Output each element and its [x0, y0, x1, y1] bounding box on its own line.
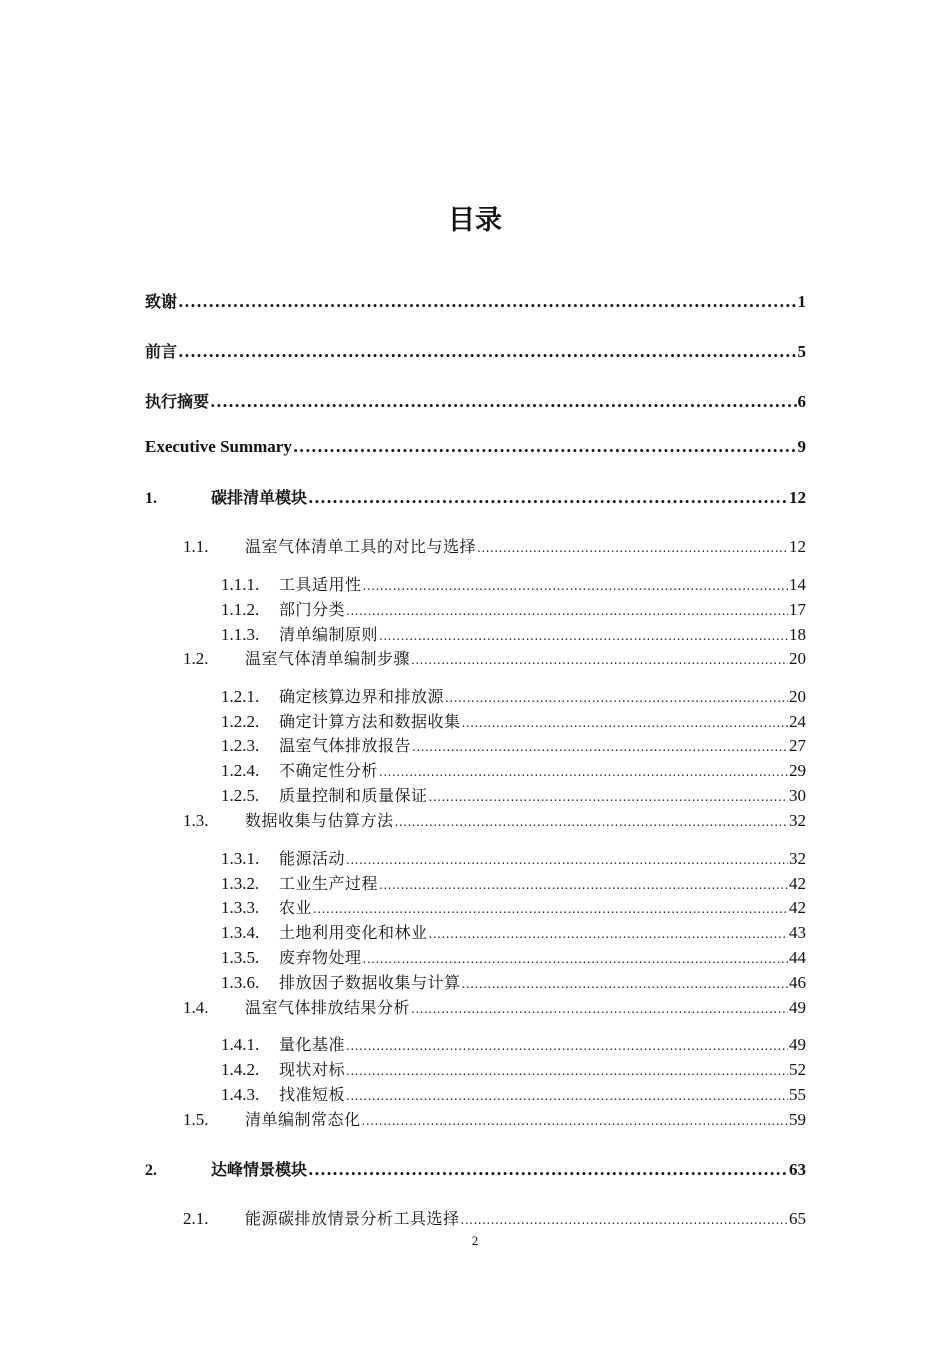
toc-entry-page: 12 [789, 488, 806, 507]
toc-entry-page: 46 [789, 973, 806, 992]
toc-entry-label: 量化基准 [279, 1035, 346, 1054]
toc-entry[interactable] [221, 846, 806, 869]
toc-entry[interactable] [221, 622, 806, 645]
toc-leader-dots [461, 1209, 788, 1228]
toc-entry-page: 55 [789, 1085, 806, 1104]
toc-entry-number: 1.1.1. [221, 575, 260, 594]
toc-leader-dots [363, 575, 788, 594]
toc-leader-dots [346, 1085, 788, 1104]
toc-entry-label: 温室气体排放结果分析 [245, 998, 411, 1017]
toc-entry-label: 不确定性分析 [279, 761, 379, 780]
toc-leader-dots [293, 437, 797, 456]
toc-leader-dots [346, 849, 788, 868]
toc-leader-dots [178, 292, 796, 311]
toc-leader-dots [445, 687, 788, 706]
toc-entry[interactable] [183, 1107, 806, 1130]
toc-entry[interactable] [221, 871, 806, 894]
toc-leader-dots [346, 1060, 788, 1079]
toc-entry-page: 1 [797, 292, 806, 311]
toc-entry-number: 1.2.3. [221, 736, 260, 755]
toc-leader-dots [477, 537, 788, 556]
toc-entry-page: 32 [789, 811, 806, 830]
toc-entry[interactable] [221, 709, 806, 732]
toc-entry-label: 能源碳排放情景分析工具选择 [245, 1209, 460, 1228]
toc-entry-page: 65 [789, 1209, 806, 1228]
toc-entry-number: 1.3.4. [221, 923, 260, 942]
toc-entry[interactable] [221, 945, 806, 968]
toc-entry[interactable] [183, 1206, 806, 1229]
toc-entry-page: 49 [789, 1035, 806, 1054]
toc-entry-label: 确定计算方法和数据收集 [279, 712, 461, 731]
toc-entry-number: 1.1.2. [221, 600, 260, 619]
toc-entry-page: 9 [797, 437, 806, 456]
toc-entry-label: 达峰情景模块 [211, 1160, 308, 1179]
toc-entry[interactable] [183, 646, 806, 669]
toc-entry-page: 5 [797, 342, 806, 361]
toc-entry[interactable] [183, 808, 806, 831]
toc-leader-dots [462, 712, 788, 731]
toc-entry-label: 找准短板 [279, 1085, 346, 1104]
toc-entry-label: 能源活动 [279, 849, 346, 868]
toc-entry-number: 1.3.5. [221, 948, 260, 967]
toc-entry-number: 1.4.2. [221, 1060, 260, 1079]
toc-leader-dots [395, 811, 788, 830]
toc-entry[interactable] [145, 289, 806, 312]
toc-leader-dots [363, 948, 788, 967]
toc-entry-label: 农业 [279, 898, 313, 917]
toc-entry-label: 碳排清单模块 [211, 488, 308, 507]
toc-entry[interactable] [221, 920, 806, 943]
toc-entry-label: 清单编制原则 [279, 625, 379, 644]
toc-entry[interactable] [221, 733, 806, 756]
toc-entry-label: 清单编制常态化 [245, 1110, 361, 1129]
toc-entry-page: 6 [797, 392, 806, 411]
toc-entry-label: 温室气体清单编制步骤 [245, 649, 411, 668]
toc-entry-label: 质量控制和质量保证 [279, 786, 428, 805]
toc-entry-number: 1.5. [183, 1110, 209, 1129]
toc-leader-dots [412, 736, 788, 755]
toc-entry-number: 1.3.1. [221, 849, 260, 868]
toc-entry[interactable] [221, 1082, 806, 1105]
toc-entry-label: 土地利用变化和林业 [279, 923, 428, 942]
toc-leader-dots [313, 898, 788, 917]
toc-entry[interactable] [145, 485, 806, 508]
toc-entry[interactable] [183, 995, 806, 1018]
toc-entry-label: 致谢 [145, 292, 178, 311]
toc-entry-page: 14 [789, 575, 806, 594]
toc-entry-label: 前言 [145, 342, 178, 361]
toc-entry[interactable] [221, 1032, 806, 1055]
toc-entry-number: 1.3.6. [221, 973, 260, 992]
toc-entry[interactable] [145, 437, 806, 457]
toc-entry-label: 现状对标 [279, 1060, 346, 1079]
toc-entry-number: 1.3.2. [221, 874, 260, 893]
toc-entry[interactable] [221, 970, 806, 993]
toc-entry[interactable] [221, 572, 806, 595]
toc-leader-dots [178, 342, 796, 361]
toc-entry[interactable] [221, 1057, 806, 1080]
toc-title: 目录 [448, 205, 502, 236]
toc-leader-dots [346, 1035, 788, 1054]
toc-leader-dots [308, 488, 788, 507]
toc-entry-label: 数据收集与估算方法 [245, 811, 394, 830]
toc-entry-page: 43 [789, 923, 806, 942]
toc-entry-page: 42 [789, 898, 806, 917]
toc-entry-page: 17 [789, 600, 806, 619]
toc-entry[interactable] [145, 1157, 806, 1180]
toc-entry-page: 42 [789, 874, 806, 893]
toc-entry-number: 2. [145, 1162, 157, 1179]
toc-entry-label: 确定核算边界和排放源 [279, 687, 445, 706]
toc-entry-page: 24 [789, 712, 806, 731]
toc-leader-dots [462, 973, 788, 992]
toc-entry-page: 18 [789, 625, 806, 644]
toc-leader-dots [362, 1110, 788, 1129]
toc-leader-dots [308, 1160, 788, 1179]
toc-entry-number: 1.2.4. [221, 761, 260, 780]
toc-entry-number: 1.3. [183, 811, 209, 830]
toc-entry-label: 部门分类 [279, 600, 346, 619]
toc-entry[interactable] [145, 339, 806, 362]
toc-entry-page: 52 [789, 1060, 806, 1079]
toc-entry-page: 12 [789, 537, 806, 556]
toc-leader-dots [411, 649, 788, 668]
toc-entry-number: 2.1. [183, 1209, 209, 1228]
toc-entry-label: 执行摘要 [145, 392, 210, 411]
toc-leader-dots [429, 923, 788, 942]
toc-entry-number: 1.1. [183, 537, 209, 556]
toc-entry-number: 1.1.3. [221, 625, 260, 644]
toc-entry[interactable] [183, 534, 806, 557]
toc-entry-number: 1.2. [183, 649, 209, 668]
toc-entry-number: 1.3.3. [221, 898, 260, 917]
toc-entry-label: 温室气体清单工具的对比与选择 [245, 537, 477, 556]
toc-leader-dots [379, 625, 788, 644]
toc-entry-label: Executive Summary [145, 437, 292, 456]
page-number: 2 [471, 1233, 479, 1248]
toc-entry-number: 1.2.1. [221, 687, 260, 706]
toc-entry-number: 1.4.1. [221, 1035, 260, 1054]
toc-entry-number: 1.2.5. [221, 786, 260, 805]
toc-entry-page: 59 [789, 1110, 806, 1129]
toc-entry-page: 20 [789, 649, 806, 668]
toc-leader-dots [379, 761, 788, 780]
toc-entry[interactable] [221, 783, 806, 806]
toc-leader-dots [346, 600, 788, 619]
toc-entry-page: 32 [789, 849, 806, 868]
toc-entry[interactable] [145, 389, 806, 412]
toc-leader-dots [411, 998, 788, 1017]
toc-entry[interactable] [221, 758, 806, 781]
toc-entry-label: 排放因子数据收集与计算 [279, 973, 461, 992]
toc-entry[interactable] [221, 684, 806, 707]
toc-entry-number: 1.4. [183, 998, 209, 1017]
toc-entry-label: 工业生产过程 [279, 874, 379, 893]
toc-entry-page: 63 [789, 1160, 806, 1179]
toc-leader-dots [429, 786, 788, 805]
toc-entry[interactable] [221, 895, 806, 918]
toc-entry[interactable] [221, 597, 806, 620]
toc-entry-label: 废弃物处理 [279, 948, 362, 967]
toc-leader-dots [379, 874, 788, 893]
toc-entry-label: 工具适用性 [279, 575, 362, 594]
toc-entry-number: 1. [145, 490, 157, 507]
toc-entry-label: 温室气体排放报告 [279, 736, 412, 755]
toc-entry-number: 1.2.2. [221, 712, 260, 731]
toc-entry-page: 27 [789, 736, 806, 755]
toc-entry-page: 30 [789, 786, 806, 805]
toc-entry-page: 29 [789, 761, 806, 780]
toc-entry-number: 1.4.3. [221, 1085, 260, 1104]
toc-entry-page: 44 [789, 948, 806, 967]
toc-entry-page: 49 [789, 998, 806, 1017]
toc-entry-page: 20 [789, 687, 806, 706]
toc-leader-dots [210, 392, 796, 411]
